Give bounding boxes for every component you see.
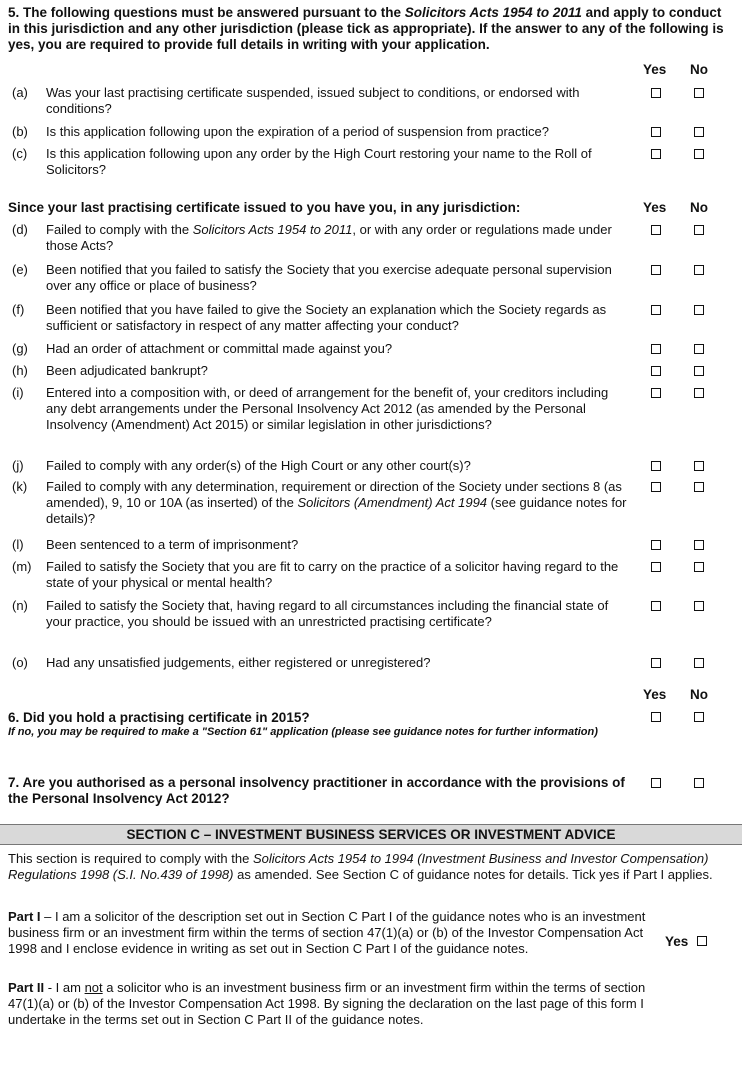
section-c-title: SECTION C – INVESTMENT BUSINESS SERVICES OR INVESTMENT ADVICE (126, 827, 616, 842)
checkbox-7-no[interactable] (694, 778, 704, 788)
part-1-yes-label: Yes (665, 934, 689, 949)
checkbox-n-yes[interactable] (651, 601, 661, 611)
checkbox-5a-no[interactable] (694, 88, 704, 98)
question-l: (l) Been sentenced to a term of imprisonment? (12, 537, 299, 552)
yes-header-2: Yes (643, 200, 667, 215)
checkbox-f-yes[interactable] (651, 305, 661, 315)
no-header: No (690, 62, 708, 77)
checkbox-j-no[interactable] (694, 461, 704, 471)
question-5b: (b) Is this application following upon the expiration of a period of suspension from practice? (12, 124, 549, 139)
section-c-intro: This section is required to comply with the Solicitors Acts 1954 to 1994 (Investment Business and Investor Compensation) Regulations 1998 (S.I. No.439 of 1998) as amended. See Section C of guidance notes for details. Tick yes if Part I applies. (8, 851, 713, 882)
checkbox-o-no[interactable] (694, 658, 704, 668)
checkbox-5b-yes[interactable] (651, 127, 661, 137)
no-header-3: No (690, 687, 708, 702)
section-c-part-1: Part I – I am a solicitor of the description set out in Section C Part I of the guidance notes who is an investment business firm or an investment firm within the terms of section 47(1)(a) or (b) of the Investor Compensation Act 1998 and I enclose evidence in writing as set out in Section C Part I of the guidance notes. (8, 909, 646, 956)
question-i: (i) Entered into a composition with, or deed of arrangement for the benefit of, your creditors including any debt arrangements under the Personal Insolvency Act 2012 (as amended by the Personal Insolvency (Amendment) Act 2015) or similar legislation in other jurisdictions? (12, 385, 609, 432)
yes-header: Yes (643, 62, 667, 77)
checkbox-e-no[interactable] (694, 265, 704, 275)
question-6-note: If no, you may be required to make a "Section 61" application (please see guidance notes for further information) (8, 726, 598, 738)
question-d: (d) Failed to comply with the Solicitors Acts 1954 to 2011, or with any order or regulations made under those Acts? (12, 222, 612, 253)
question-m: (m) Failed to satisfy the Society that you are fit to carry on the practice of a solicitor having regard to the state of your physical or mental health? (12, 559, 619, 590)
question-7-title: 7. Are you authorised as a personal insolvency practitioner in accordance with the provisions of the Personal Insolvency Act 2012? (8, 775, 625, 806)
checkbox-m-yes[interactable] (651, 562, 661, 572)
checkbox-h-yes[interactable] (651, 366, 661, 376)
question-5c: (c) Is this application following upon any order by the High Court restoring your name to the Roll of Solicitors? (12, 146, 592, 177)
checkbox-g-no[interactable] (694, 344, 704, 354)
checkbox-i-no[interactable] (694, 388, 704, 398)
question-6-title: 6. Did you hold a practising certificate in 2015? (8, 710, 310, 725)
checkbox-part-1-yes[interactable] (697, 936, 707, 946)
question-f: (f) Been notified that you have failed to give the Society an explanation which the Society regards as sufficient or satisfactory in respect of any matter affecting your conduct? (12, 302, 607, 333)
question-n: (n) Failed to satisfy the Society that, having regard to all circumstances including the financial state of your practice, you should be issued with an unrestricted practising certificate? (12, 598, 609, 629)
checkbox-d-no[interactable] (694, 225, 704, 235)
checkbox-k-yes[interactable] (651, 482, 661, 492)
checkbox-f-no[interactable] (694, 305, 704, 315)
section-c-part-2: Part II - I am not a solicitor who is an investment business firm or an investment firm within the terms of section 47(1)(a) or (b) of the Investor Compensation Act 1998. By signing the declaration on the last page of this form I undertake in the terms set out in Section C Part II of the guidance notes. (8, 980, 646, 1027)
question-o: (o) Had any unsatisfied judgements, either registered or unregistered? (12, 655, 431, 670)
checkbox-d-yes[interactable] (651, 225, 661, 235)
checkbox-j-yes[interactable] (651, 461, 661, 471)
since-header: Since your last practising certificate issued to you have you, in any jurisdiction: (8, 200, 521, 215)
checkbox-k-no[interactable] (694, 482, 704, 492)
question-5-intro: 5. The following questions must be answered pursuant to the Solicitors Acts 1954 to 2011 and apply to conduct in this jurisdiction and any other jurisdiction (please tick as appropriate). If the answer to any of the following is yes, you are required to provide full details in writing with your application. (8, 5, 724, 52)
yes-header-3: Yes (643, 687, 667, 702)
question-e: (e) Been notified that you failed to satisfy the Society that you exercise adequate personal supervision over any office or place of business? (12, 262, 612, 293)
no-header-2: No (690, 200, 708, 215)
question-g: (g) Had an order of attachment or committal made against you? (12, 341, 393, 356)
checkbox-5a-yes[interactable] (651, 88, 661, 98)
checkbox-5c-no[interactable] (694, 149, 704, 159)
checkbox-l-no[interactable] (694, 540, 704, 550)
question-k: (k) Failed to comply with any determination, requirement or direction of the Society under sections 8 (as amended), 9, 10 or 10A (as inserted) of the Solicitors (Amendment) Act 1994 (see guidance notes for details)? (12, 479, 627, 526)
checkbox-e-yes[interactable] (651, 265, 661, 275)
checkbox-i-yes[interactable] (651, 388, 661, 398)
checkbox-6-yes[interactable] (651, 712, 661, 722)
checkbox-6-no[interactable] (694, 712, 704, 722)
checkbox-7-yes[interactable] (651, 778, 661, 788)
question-j: (j) Failed to comply with any order(s) of the High Court or any other court(s)? (12, 458, 471, 473)
checkbox-5b-no[interactable] (694, 127, 704, 137)
checkbox-g-yes[interactable] (651, 344, 661, 354)
checkbox-m-no[interactable] (694, 562, 704, 572)
checkbox-n-no[interactable] (694, 601, 704, 611)
checkbox-h-no[interactable] (694, 366, 704, 376)
checkbox-l-yes[interactable] (651, 540, 661, 550)
checkbox-5c-yes[interactable] (651, 149, 661, 159)
question-5a: (a) Was your last practising certificate suspended, issued subject to conditions, or endorsed with conditions? (12, 85, 580, 116)
question-h: (h) Been adjudicated bankrupt? (12, 363, 208, 378)
checkbox-o-yes[interactable] (651, 658, 661, 668)
section-c-header-bar (0, 824, 742, 845)
acts-reference: Solicitors Acts 1954 to 2011 (404, 5, 582, 20)
